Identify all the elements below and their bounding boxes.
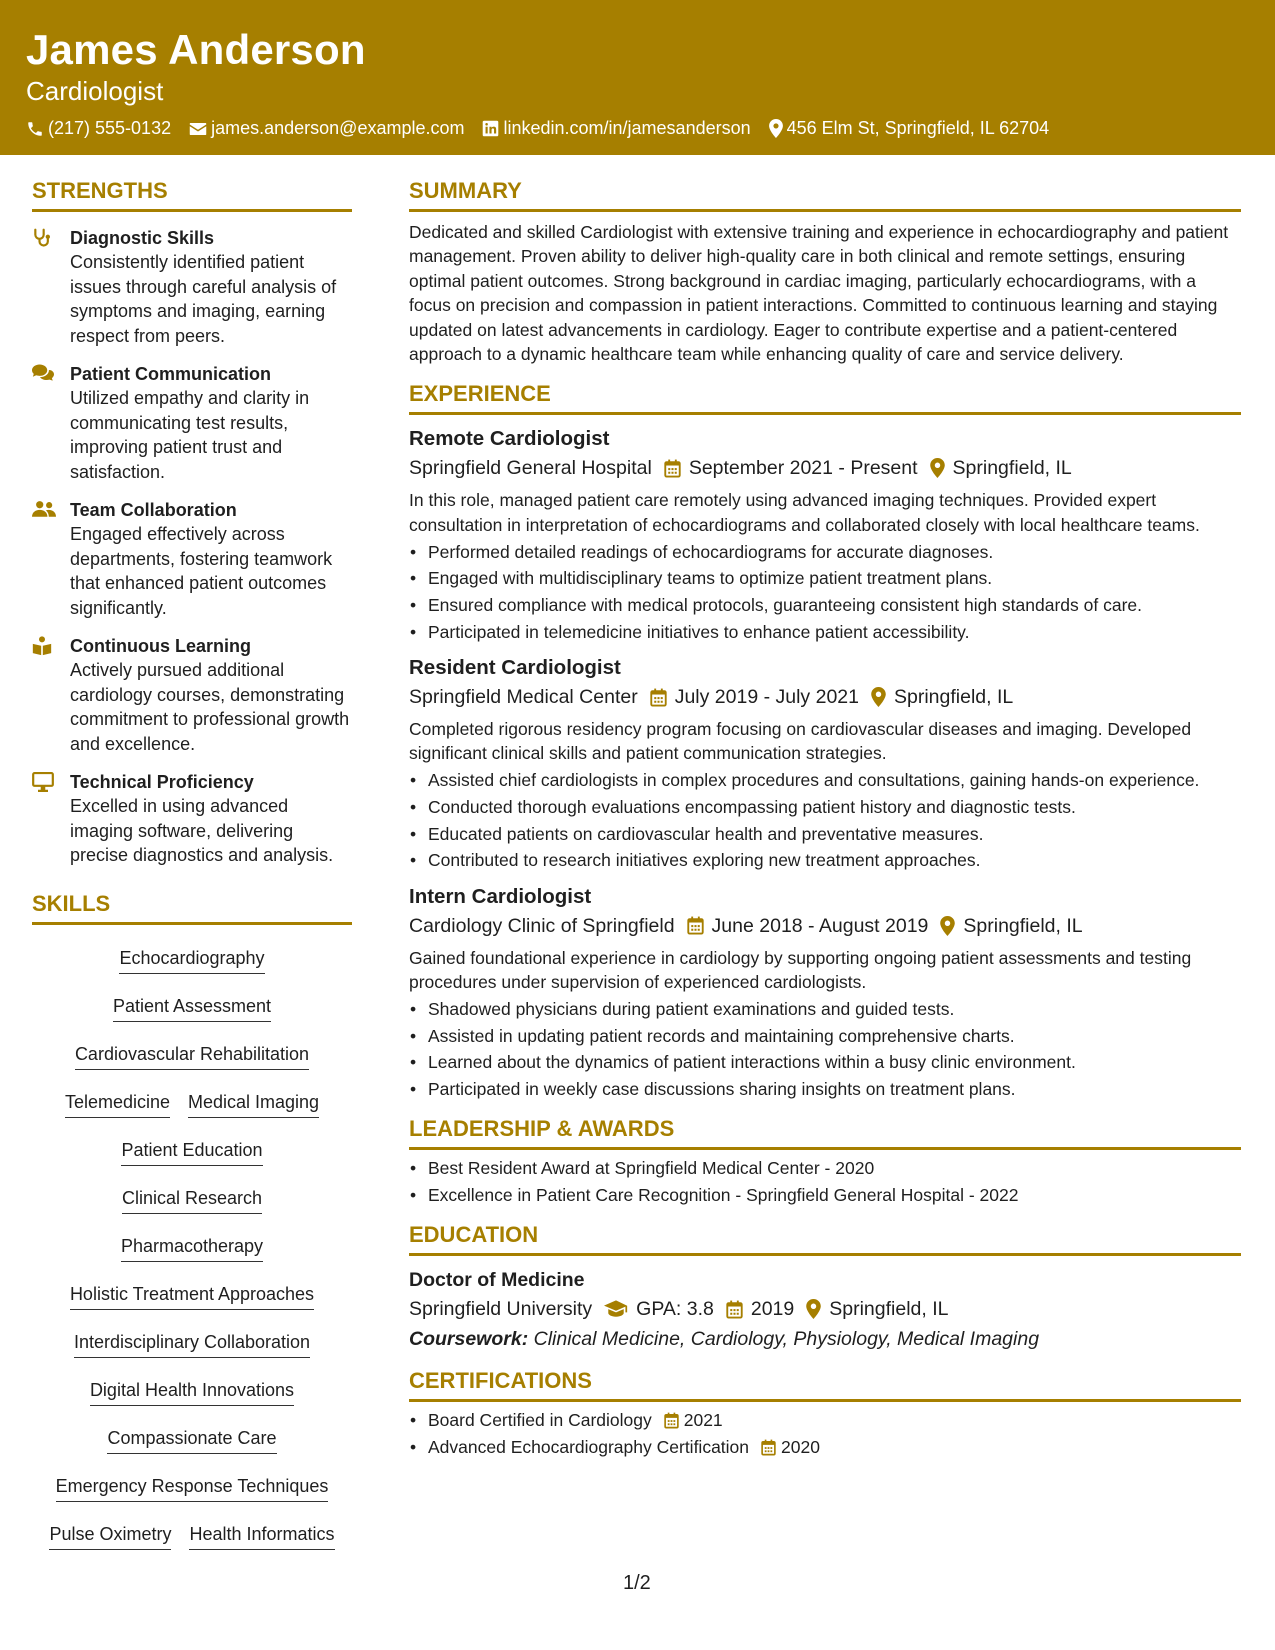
contact-email (189, 118, 464, 139)
certification-name: • Board Certified in Cardiology (428, 1410, 652, 1431)
strength-desc: Excelled in using advanced imaging software, delivering precise diagnostics and analysis. (70, 796, 334, 865)
job-org: Springfield Medical Center (409, 686, 638, 709)
certification-item (409, 1435, 1241, 1459)
email-link[interactable]: james.anderson@example.com (211, 118, 465, 138)
strength-desc: Engaged effectively across departments, fostering teamwork that enhanced patient outcomes significantly. (70, 524, 333, 618)
strength-name: Patient Communication (70, 364, 272, 384)
map-marker-icon (806, 1299, 821, 1319)
job-description: Completed rigorous residency program focusing on cardiovascular diseases and imaging. Developed significant clinical skills and patient communication strategies. (409, 719, 1192, 764)
certification-name: • Advanced Echocardiography Certification (428, 1436, 750, 1457)
strength-desc: Consistently identified patient issues through careful analysis of symptoms and imaging, earning respect from peers. (70, 252, 337, 346)
job-dates: September 2021 - Present (688, 457, 918, 480)
job-location: Springfield, IL (893, 686, 1014, 709)
job-description: Gained foundational experience in cardiology by supporting ongoing patient assessments and testing procedures under supervision of experienced cardiologists. (409, 947, 1192, 993)
job-bullet: • Assisted in updating patient records and maintaining comprehensive charts. (409, 1024, 1241, 1048)
skill-tag: Medical Imaging (188, 1090, 319, 1118)
job-location: Springfield, IL (963, 914, 1083, 937)
phone-icon (26, 120, 44, 138)
strength-desc: Utilized empathy and clarity in communicating test results, improving patient trust and satisfaction. (70, 388, 310, 482)
job-bullets (409, 768, 1241, 872)
strength-item (32, 770, 352, 868)
envelope-icon (189, 121, 207, 137)
job-meta (409, 454, 1241, 482)
certification-year: 2021 (683, 1410, 723, 1431)
map-marker-icon (871, 687, 886, 707)
contact-address (769, 118, 1050, 139)
job-dates: June 2018 - August 2019 (711, 914, 929, 937)
strength-item (32, 362, 352, 484)
education-meta (409, 1295, 1241, 1323)
summary-text: Dedicated and skilled Cardiologist with extensive training and experience in echocardiography and patient management. Proven ability to deliver high-quality care in both clinical and remote settings, ensuring optimal patient outcomes. Strong background in cardiac imaging, particularly echocardiograms, with a focus on precision and compassion in patient interactions. Committed to continuous learning and staying updated on latest advancements in cardiology. Eager to contribute expertise and a patient-centered approach to a dynamic healthcare team while enhancing quality of care and service delivery. (409, 222, 1229, 365)
strengths-heading: STRENGTHS (32, 177, 352, 212)
award-item: • Best Resident Award at Springfield Medical Center - 2020 (409, 1156, 1241, 1180)
leadership-list (409, 1156, 1241, 1207)
school-name: Springfield University (409, 1298, 593, 1321)
job-title: Resident Cardiologist (409, 656, 621, 680)
skill-tag: Pharmacotherapy (121, 1234, 263, 1262)
calendar-icon (687, 916, 704, 935)
summary-heading: SUMMARY (409, 177, 1241, 212)
candidate-name: James Anderson (26, 26, 366, 73)
map-marker-icon (769, 119, 783, 138)
strength-desc: Actively pursued additional cardiology courses, demonstrating commitment to professional growth and excellence. (70, 660, 350, 754)
calendar-icon (650, 688, 667, 707)
skill-tag: Interdisciplinary Collaboration (74, 1330, 310, 1358)
users-icon (32, 500, 56, 518)
job-bullet: • Educated patients on cardiovascular health and preventative measures. (409, 822, 1241, 846)
job-bullet: • Participated in weekly case discussions sharing insights on treatment plans. (409, 1077, 1241, 1101)
calendar-icon (664, 1412, 679, 1429)
job-entry (409, 883, 1241, 1102)
job-bullet: • Learned about the dynamics of patient interactions within a busy clinic environment. (409, 1050, 1241, 1074)
job-meta (409, 912, 1241, 940)
strength-item (32, 498, 352, 620)
skill-tag: Pulse Oximetry (49, 1522, 171, 1550)
strength-name: Diagnostic Skills (70, 228, 215, 248)
contact-linkedin (482, 118, 750, 139)
skill-tag: Compassionate Care (107, 1426, 276, 1454)
coursework-label: Coursework: (409, 1328, 529, 1351)
contact-phone (26, 118, 171, 139)
education-heading: EDUCATION (409, 1221, 1241, 1256)
job-location: Springfield, IL (952, 457, 1072, 480)
job-bullet: • Contributed to research initiatives exploring new treatment approaches. (409, 848, 1241, 872)
award-item: • Excellence in Patient Care Recognition - Springfield General Hospital - 2022 (409, 1183, 1241, 1207)
linkedin-icon (482, 120, 499, 137)
coursework (409, 1325, 1241, 1353)
job-bullet: • Shadowed physicians during patient examinations and guided tests. (409, 997, 1241, 1021)
address-text: 456 Elm St, Springfield, IL 62704 (786, 118, 1050, 138)
left-column (32, 177, 352, 1563)
right-column (409, 177, 1241, 1459)
graduation-cap-icon (604, 1300, 628, 1318)
skills-list (32, 939, 352, 1563)
job-bullet: • Conducted thorough evaluations encompassing patient history and diagnostic tests. (409, 795, 1241, 819)
job-bullet: • Performed detailed readings of echocardiograms for accurate diagnoses. (409, 540, 1241, 564)
stethoscope-icon (32, 228, 52, 248)
certification-year: 2020 (781, 1436, 820, 1457)
degree-title: Doctor of Medicine (409, 1269, 585, 1292)
map-marker-icon (940, 916, 955, 936)
skill-tag: Patient Education (121, 1138, 262, 1166)
skill-tag: Digital Health Innovations (90, 1378, 294, 1406)
strength-item (32, 226, 352, 348)
certifications-heading: CERTIFICATIONS (409, 1367, 1241, 1402)
skill-tag: Telemedicine (65, 1090, 170, 1118)
job-meta (409, 683, 1241, 711)
skill-tag: Holistic Treatment Approaches (70, 1282, 314, 1310)
job-entry (409, 654, 1241, 873)
map-marker-icon (930, 458, 945, 478)
school-location: Springfield, IL (829, 1298, 949, 1321)
job-bullets (409, 540, 1241, 644)
job-bullet: • Ensured compliance with medical protocols, guaranteeing consistent high standards of care. (409, 593, 1241, 617)
skill-tag: Emergency Response Techniques (56, 1474, 329, 1502)
job-bullets (409, 997, 1241, 1101)
desktop-icon (32, 772, 54, 792)
skill-tag: Patient Assessment (113, 994, 271, 1022)
skill-tag: Clinical Research (122, 1186, 262, 1214)
skills-heading: SKILLS (32, 890, 352, 925)
certifications-list (409, 1408, 1241, 1459)
calendar-icon (761, 1439, 776, 1456)
skill-tag: Cardiovascular Rehabilitation (75, 1042, 309, 1070)
strength-name: Continuous Learning (70, 636, 251, 656)
phone-text[interactable]: (217) 555-0132 (48, 118, 172, 138)
gpa: GPA: 3.8 (636, 1298, 714, 1321)
strength-item (32, 634, 352, 756)
calendar-icon (664, 459, 681, 478)
skill-tag: Health Informatics (189, 1522, 334, 1550)
experience-heading: EXPERIENCE (409, 380, 1241, 415)
job-title: Remote Cardiologist (409, 427, 610, 451)
job-description: In this role, managed patient care remotely using advanced imaging techniques. Provided expert consultation in interpretation of echocardiograms and collaborated closely with local healthcare teams. (409, 490, 1200, 535)
strength-name: Team Collaboration (70, 500, 237, 520)
job-entry (409, 425, 1241, 644)
skill-tag: Echocardiography (119, 946, 264, 974)
resume-header (0, 0, 1275, 155)
job-org: Cardiology Clinic of Springfield (409, 914, 675, 937)
strength-name: Technical Proficiency (70, 772, 254, 792)
job-bullet: • Participated in telemedicine initiatives to enhance patient accessibility. (409, 620, 1241, 644)
certification-item (409, 1408, 1241, 1432)
candidate-title: Cardiologist (26, 76, 164, 106)
comments-icon (32, 364, 54, 382)
coursework-list: Clinical Medicine, Cardiology, Physiology, Medical Imaging (533, 1328, 1040, 1351)
job-bullet: • Engaged with multidisciplinary teams to optimize patient treatment plans. (409, 566, 1241, 590)
linkedin-link[interactable]: linkedin.com/in/jamesanderson (503, 118, 751, 138)
graduation-year: 2019 (750, 1298, 795, 1321)
job-org: Springfield General Hospital (409, 457, 652, 480)
leadership-heading: LEADERSHIP & AWARDS (409, 1115, 1241, 1150)
job-title: Intern Cardiologist (409, 884, 592, 908)
calendar-icon (726, 1300, 743, 1319)
page-number: 1/2 (623, 1572, 651, 1594)
contact-row (26, 118, 1249, 139)
book-reader-icon (32, 636, 52, 656)
job-dates: July 2019 - July 2021 (674, 686, 859, 709)
job-bullet: • Assisted chief cardiologists in complex procedures and consultations, gaining hands-on experience. (409, 768, 1241, 792)
